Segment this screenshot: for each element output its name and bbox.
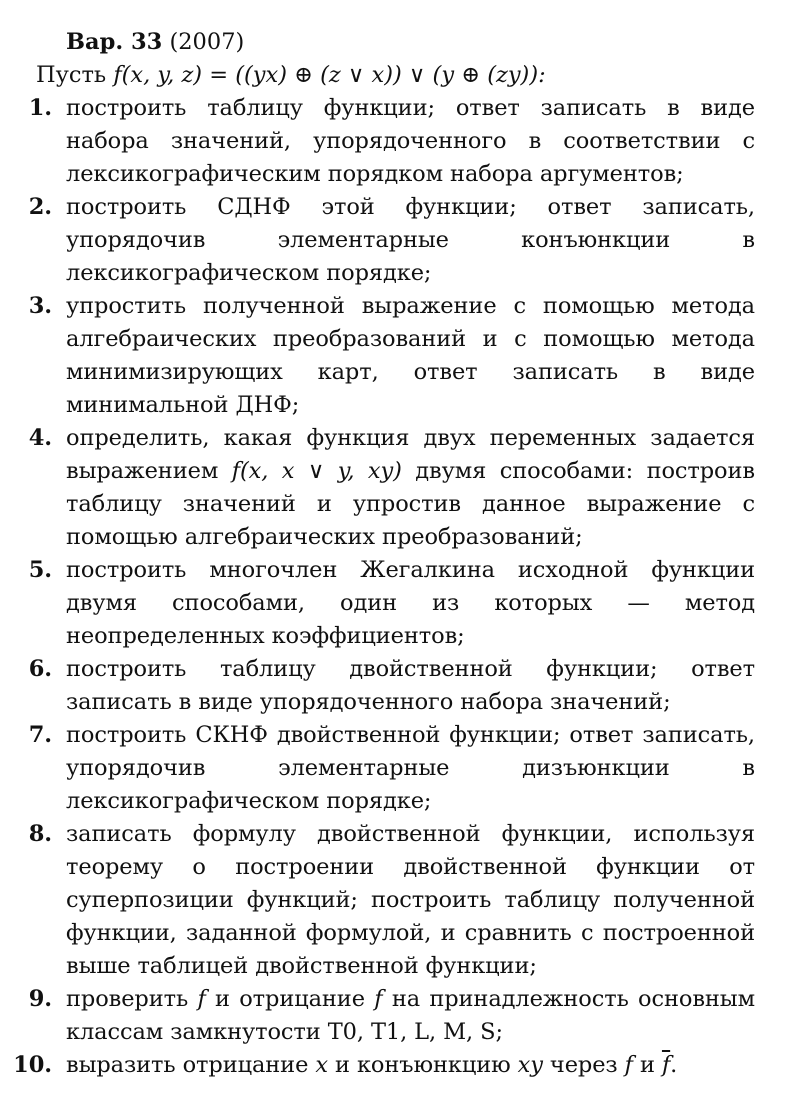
task-number: 2. xyxy=(28,194,52,220)
task-number: 4. xyxy=(28,425,52,451)
task-text: и конъюнкцию xyxy=(335,1052,511,1078)
task-text: построить таблицу двойственной функции; ответ записать в виде упорядоченного набора значений; xyxy=(66,656,755,715)
task-text: определить, какая функция двух переменных задается выражением xyxy=(66,425,755,484)
task-number: 1. xyxy=(28,95,52,121)
task-item xyxy=(0,983,755,1049)
task-number: 7. xyxy=(28,722,52,748)
task-text: проверить xyxy=(66,986,189,1012)
task-number: 5. xyxy=(28,557,52,583)
problem-intro xyxy=(36,59,755,92)
task-number: 9. xyxy=(28,986,52,1012)
task-text: построить многочлен Жегалкина исходной функции двумя способами, один из которых — метод неопределенных коэффициентов; xyxy=(66,557,755,649)
main-formula: f(x, y, z) = ((yx) ⊕ (z ∨ x)) ∨ (y ⊕ (zy)): xyxy=(113,62,546,88)
variable-symbol: xy xyxy=(517,1052,543,1078)
task-text: построить СДНФ этой функции; ответ записать, упорядочив элементарные конъюнкции в лексикографическом порядке; xyxy=(66,194,755,286)
negated-function-symbol: $\overline{f}$ xyxy=(661,1052,671,1078)
task-item xyxy=(0,191,755,290)
task-text: построить СКНФ двойственной функции; ответ записать, упорядочив элементарные дизъюнкции в лексикографическом порядке; xyxy=(66,722,755,814)
variant-year: (2007) xyxy=(169,29,245,55)
task-item xyxy=(0,290,755,422)
task-text: построить таблицу функции; ответ записать в виде набора значений, упорядоченного в соответствии с лексикографическим порядком набора аргументов; xyxy=(66,95,755,187)
variant-label: Вар. 33 xyxy=(66,29,163,55)
task-number: 6. xyxy=(28,656,52,682)
task-number: 8. xyxy=(28,821,52,847)
intro-prefix: Пусть xyxy=(36,62,107,88)
task-text: на принадлежность основным классам замкнутости T0, T1, L, M, S; xyxy=(66,986,756,1045)
task-text: записать формулу двойственной функции, используя теорему о построении двойственной функции от суперпозиции функций; построить таблицу полученной функции, заданной формулой, и сравнить с построенной выше таблицей двойственной функции; xyxy=(66,821,755,979)
task-item xyxy=(0,653,755,719)
task-formula: f(x, x ∨ y, xy) xyxy=(231,458,402,484)
function-symbol: f xyxy=(197,986,206,1012)
task-text: выразить отрицание xyxy=(66,1052,309,1078)
task-item xyxy=(0,422,755,554)
task-item xyxy=(0,554,755,653)
function-symbol: f xyxy=(624,1052,633,1078)
variable-symbol: x xyxy=(315,1052,328,1078)
task-text: через xyxy=(549,1052,618,1078)
task-list xyxy=(0,92,755,1082)
task-text: упростить полученной выражение с помощью метода алгебраических преобразований и с помощью метода минимизирующих карт, ответ записать в виде минимальной ДНФ; xyxy=(66,293,755,418)
task-item xyxy=(0,818,755,983)
task-end: . xyxy=(670,1052,678,1078)
task-item xyxy=(0,719,755,818)
task-number: 3. xyxy=(28,293,52,319)
task-text: и отрицание xyxy=(215,986,365,1012)
task-text: и xyxy=(639,1052,655,1078)
task-item xyxy=(0,1049,755,1082)
variant-title xyxy=(66,26,755,59)
task-item xyxy=(0,92,755,191)
task-number: 10. xyxy=(13,1052,52,1078)
function-symbol: f xyxy=(374,986,383,1012)
task-text: двумя способами: построив таблицу значений и упростив данное выражение с помощью алгебраических преобразований; xyxy=(66,458,755,550)
